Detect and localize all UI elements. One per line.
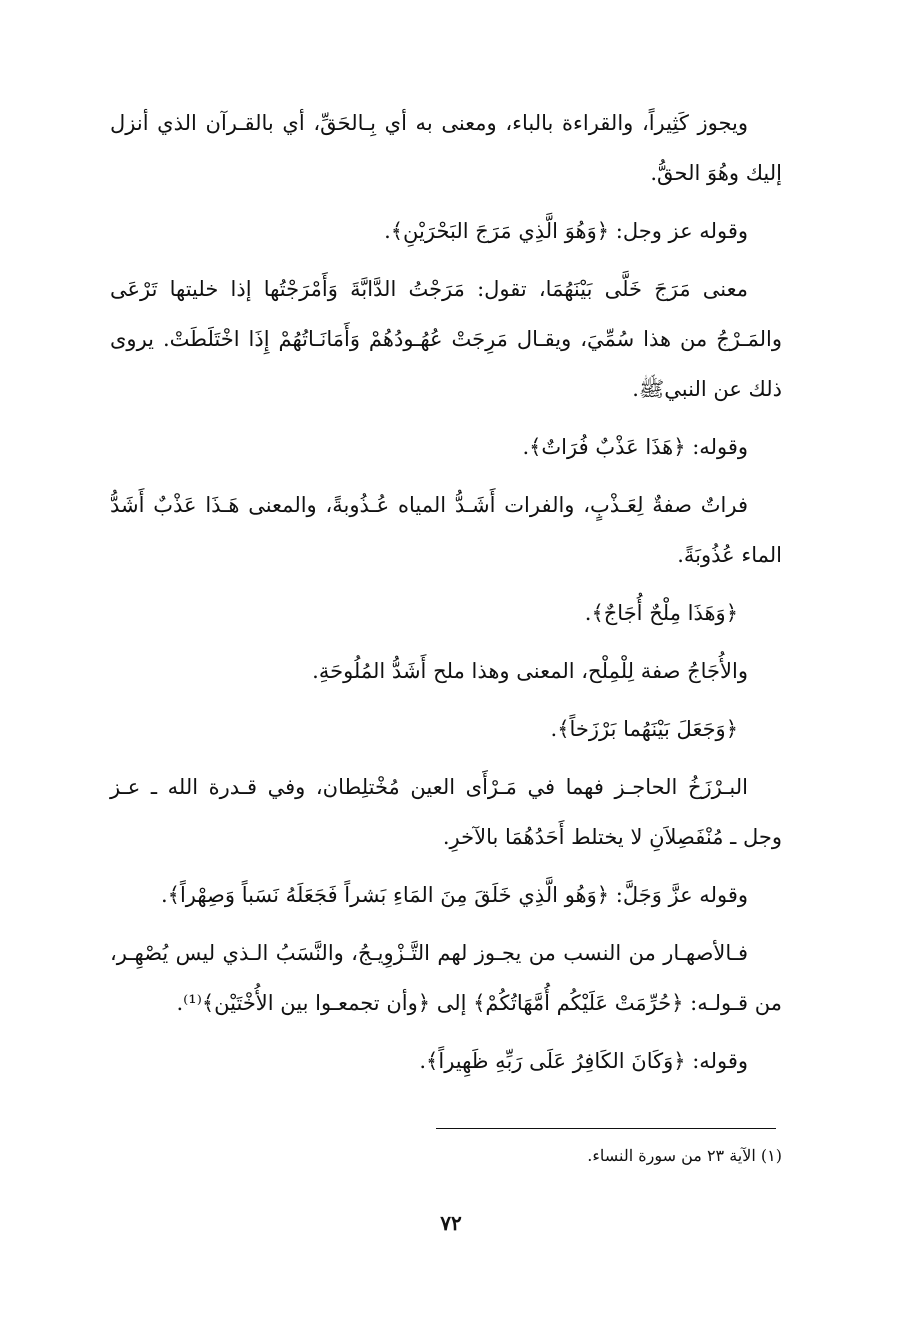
paragraph-verse-quote: ﴿وَهَذَا مِلْحٌ أُجَاجٌ﴾.: [584, 601, 738, 625]
paragraph-explanation: فراتٌ صفةٌ لِعَـذْبٍ، والفرات أَشَـدُّ المياه عُـذُوبةً، والمعنى هَـذَا عَذْبٌ أَشَدُّ الماء عُذُوبَةً.: [110, 493, 782, 567]
paragraph-explanation: البـرْزَخُ الحاجـز فهما في مَـرْأَى العين مُخْتلِطان، وفي قـدرة الله ـ عـز وجل ـ مُنْفَصِلاَنِ لا يختلط أَحَدُهُمَا بالآخرِ.: [110, 775, 782, 849]
paragraph-verse-quote: ﴿وَجَعَلَ بَيْنَهُما بَرْزَخاً﴾.: [550, 717, 738, 741]
paragraph-verse-quote: وقوله: ﴿وَكَانَ الكَافِرُ عَلَى رَبِّهِ ظَهِيراً﴾.: [419, 1049, 748, 1073]
paragraph-verse-quote: وقوله عز وجل: ﴿وَهُوَ الَّذِي مَرَجَ البَحْرَيْنِ﴾.: [384, 219, 748, 243]
footnote-divider: [436, 1128, 776, 1129]
paragraph-verse-quote: وقوله: ﴿هَذَا عَذْبٌ فُرَاتٌ﴾.: [522, 435, 748, 459]
paragraph-explanation: والأُجَاجُ صفة لِلْمِلْح، المعنى وهذا ملح أَشَدُّ المُلُوحَةِ.: [312, 659, 748, 683]
paragraph-explanation: فـالأصهـار من النسب من يجـوز لهم التَّـزْوِيـجُ، والنَّسَبُ الـذي ليس يُصْهِـر، من قـولـه: ﴿حُرِّمَتْ عَلَيْكُم أُمَّهَاتُكُمْ﴾ إلى ﴿وأن تجمعـوا بين الأُخْتَيْن﴾⁽¹⁾.: [110, 941, 782, 1015]
footnote: (١) الآية ٢٣ من سورة النساء.: [587, 1146, 782, 1165]
paragraph-verse-quote: وقوله عزَّ وَجَلَّ: ﴿وَهُو الَّذِي خَلَقَ مِنَ المَاءِ بَشراً فَجَعَلَهُ نَسَباً وَصِهْراً﴾.: [160, 883, 748, 907]
page-body-text: [110, 98, 782, 1094]
page-number: ٧٢: [440, 1211, 462, 1235]
paragraph-explanation: ويجوز كَثِيراً، والقراءة بالباء، ومعنى به أي بِـالحَقِّ، أي بالقـرآن الذي أنزل إليك وهُوَ الحقُّ.: [110, 111, 782, 185]
paragraph-explanation: معنى مَرَجَ خَلَّى بَيْنَهُمَا، تقول: مَرَجْتُ الدَّابَّةَ وَأَمْرَجْتُها إذا خليتها تَرْعَى والمَـرْجُ من هذا سُمِّيَ، ويقـال مَرِجَتْ عُهُـودُهُمْ وَأَمَانَـاتُهُمْ إِذَا اخْتَلَطَتْ. يروى ذلك عن النبيﷺ.: [110, 277, 782, 401]
